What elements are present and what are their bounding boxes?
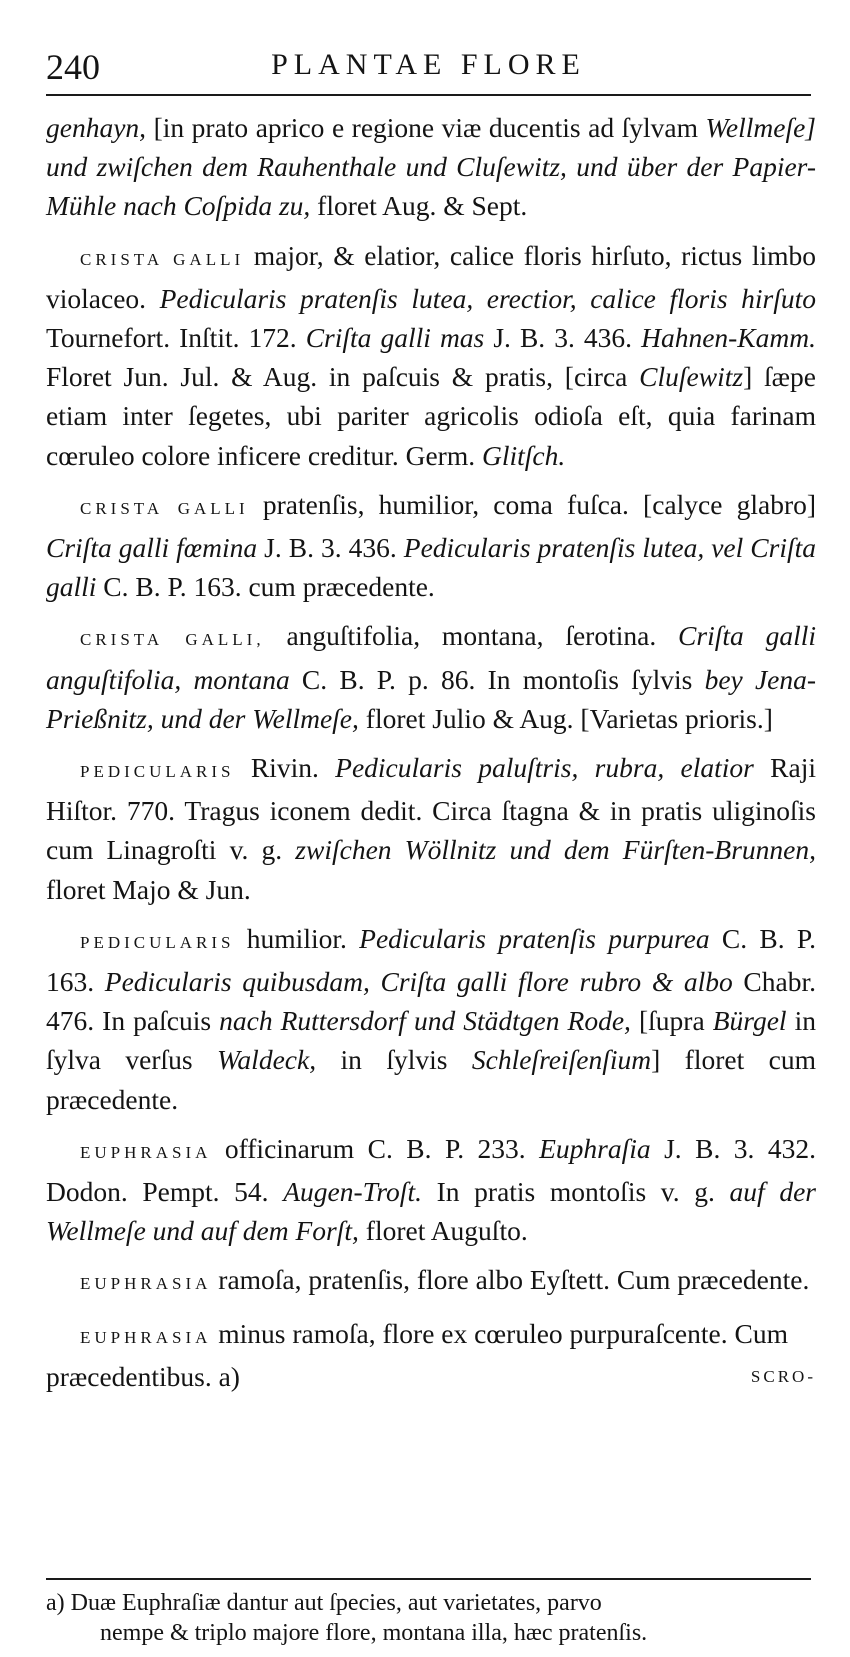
text-run: C. B. P. p. 86. In montoſis ſylvis xyxy=(289,663,705,695)
entry-pedicularis-humilior xyxy=(46,919,816,1119)
italic-text: Criſta galli anguſtifolia, montana xyxy=(46,620,817,695)
entry-euphrasia-ramosa xyxy=(46,1260,816,1303)
page-number: 240 xyxy=(46,47,100,87)
entry-crista-galli-major xyxy=(46,236,816,475)
text-run: officinarum C. B. P. 233. xyxy=(211,1132,540,1164)
text-run: pratenſis, humilior, coma fuſca. [calyce glabro] xyxy=(248,488,817,520)
italic-text: Waldeck, xyxy=(217,1044,317,1076)
italic-text: Pedicularis quibusdam, Criſta galli flore rubro & albo xyxy=(104,966,733,998)
text-run: floret Auguſto. xyxy=(358,1215,528,1247)
text-run: ] floret cum præcedente. xyxy=(46,1044,816,1115)
footnote-line-2: nempe & triplo majore flore, montana illa, hæc pratenſis. xyxy=(100,1620,648,1646)
genus-name: PEDICULARIS xyxy=(80,932,235,952)
italic-text: Bürgel xyxy=(712,1005,787,1037)
text-run: in ſylvis xyxy=(316,1044,472,1076)
text-run: ] ſæpe etiam inter ſegetes, ubi pariter agricolis odioſa eſt, quia farinam cœruleo colore inficere creditur. Germ. xyxy=(46,361,816,471)
italic-text: Pedicularis pratenſis lutea, vel Criſta galli xyxy=(46,532,817,603)
genus-name: EUPHRASIA xyxy=(80,1274,212,1294)
genus-name: CRISTA GALLI xyxy=(80,498,249,518)
italic-text: zwiſchen Wöllnitz und dem Fürſten-Brunnen, xyxy=(295,834,816,866)
genus-name: EUPHRASIA xyxy=(80,1327,212,1347)
entry-euphrasia-officinarum xyxy=(46,1129,816,1251)
footnote-rule xyxy=(46,1578,811,1580)
text-run: Raji Hiſtor. 770. Tragus iconem dedit. Circa ſtagna & in pratis uliginoſis cum Linagroſti v. g. xyxy=(46,752,816,866)
text-run: major, & elatior, calice floris hirſuto, rictus limbo violaceo. xyxy=(46,239,817,314)
footnote-line-1: a) Duæ Euphraſiæ dantur aut ſpecies, aut varietates, parvo xyxy=(46,1590,602,1616)
italic-text: Euphraſia xyxy=(539,1132,651,1164)
text-run: floret Majo & Jun. xyxy=(46,873,251,905)
italic-text: nach Ruttersdorf und Städtgen Rode, xyxy=(219,1005,631,1037)
text-run: Rivin. xyxy=(234,752,336,784)
italic-text: bey Jena-Prießnitz, und der Wellmeſe, xyxy=(46,663,817,734)
text-run: Chabr. 476. In paſcuis xyxy=(46,966,816,1037)
italic-text: Pedicularis pratenſis purpurea xyxy=(359,922,710,954)
genus-name: CRISTA GALLI, xyxy=(80,630,265,650)
italic-text: Criſta galli fœmina xyxy=(46,532,258,564)
running-title: PLANTAE FLORE xyxy=(271,48,586,81)
catchword: SCRO- xyxy=(750,1366,816,1386)
italic-text: Pedicularis pratenſis lutea, erectior, calice floris hirſuto xyxy=(159,282,816,314)
text-run: Tournefort. Inſtit. 172. xyxy=(46,322,306,354)
entry-crista-galli-pratensis xyxy=(46,485,816,607)
italic-text: Pedicularis paluſtris, rubra, elatior xyxy=(335,752,754,784)
footnote xyxy=(46,1588,816,1648)
genus-name: CRISTA GALLI xyxy=(80,249,245,269)
text-run: anguſtifolia, montana, ſerotina. xyxy=(264,620,679,652)
text-run: [ſupra xyxy=(630,1005,713,1037)
genus-name: EUPHRASIA xyxy=(80,1142,212,1162)
italic-text: Augen-Troſt. xyxy=(283,1176,422,1208)
text-run: J. B. 3. 432. Dodon. Pempt. 54. xyxy=(46,1132,816,1208)
text-run: C. B. P. 163. cum præcedente. xyxy=(96,571,435,603)
running-header xyxy=(46,38,811,90)
text-run: minus ramoſa, flore ex cœruleo purpuraſcente. Cum præcedentibus. a) xyxy=(46,1317,788,1392)
text-run: ramoſa, pratenſis, flore albo Eyſtett. Cum præcedente. xyxy=(211,1264,810,1296)
entry-crista-galli-angustifolia xyxy=(46,616,816,738)
italic-text: Hahnen-Kamm. xyxy=(641,322,816,354)
italic-text: Schleſreiſenſium xyxy=(471,1044,652,1076)
text-run: C. B. P. 163. xyxy=(46,922,817,998)
italic-text: genhayn, xyxy=(46,112,147,143)
text-run: Floret Jun. Jul. & Aug. in paſcuis & pratis, [circa xyxy=(46,361,640,393)
text-body xyxy=(46,108,816,1406)
text-run: In pratis montoſis v. g. xyxy=(421,1176,730,1208)
text-run: in ſylva verſus xyxy=(46,1005,816,1076)
genus-name: PEDICULARIS xyxy=(80,762,235,782)
italic-text: Wellmeſe] und zwiſchen dem Rauhenthale und Cluſewitz, und über der Papier-Mühle nach Coſpida zu, xyxy=(46,112,816,222)
text-run: floret Aug. & Sept. xyxy=(310,190,528,222)
italic-text: Criſta galli mas xyxy=(305,322,485,354)
header-rule xyxy=(46,94,811,96)
text-run: [in prato aprico e regione viæ ducentis ad ſylvam xyxy=(146,112,706,143)
entry-euphrasia-minus-ramosa xyxy=(46,1314,816,1396)
italic-text: Glitſch. xyxy=(481,439,566,471)
entry-continuation xyxy=(46,108,816,226)
entry-pedicularis-rivin xyxy=(46,748,816,909)
text-run: J. B. 3. 436. xyxy=(257,532,404,564)
text-run: humilior. xyxy=(234,922,360,954)
italic-text: auf der Wellmeſe und auf dem Forſt, xyxy=(46,1176,816,1247)
text-run: floret Julio & Aug. [Varietas prioris.] xyxy=(358,702,773,734)
text-run: J. B. 3. 436. xyxy=(484,322,642,354)
italic-text: Cluſewitz xyxy=(639,361,744,393)
